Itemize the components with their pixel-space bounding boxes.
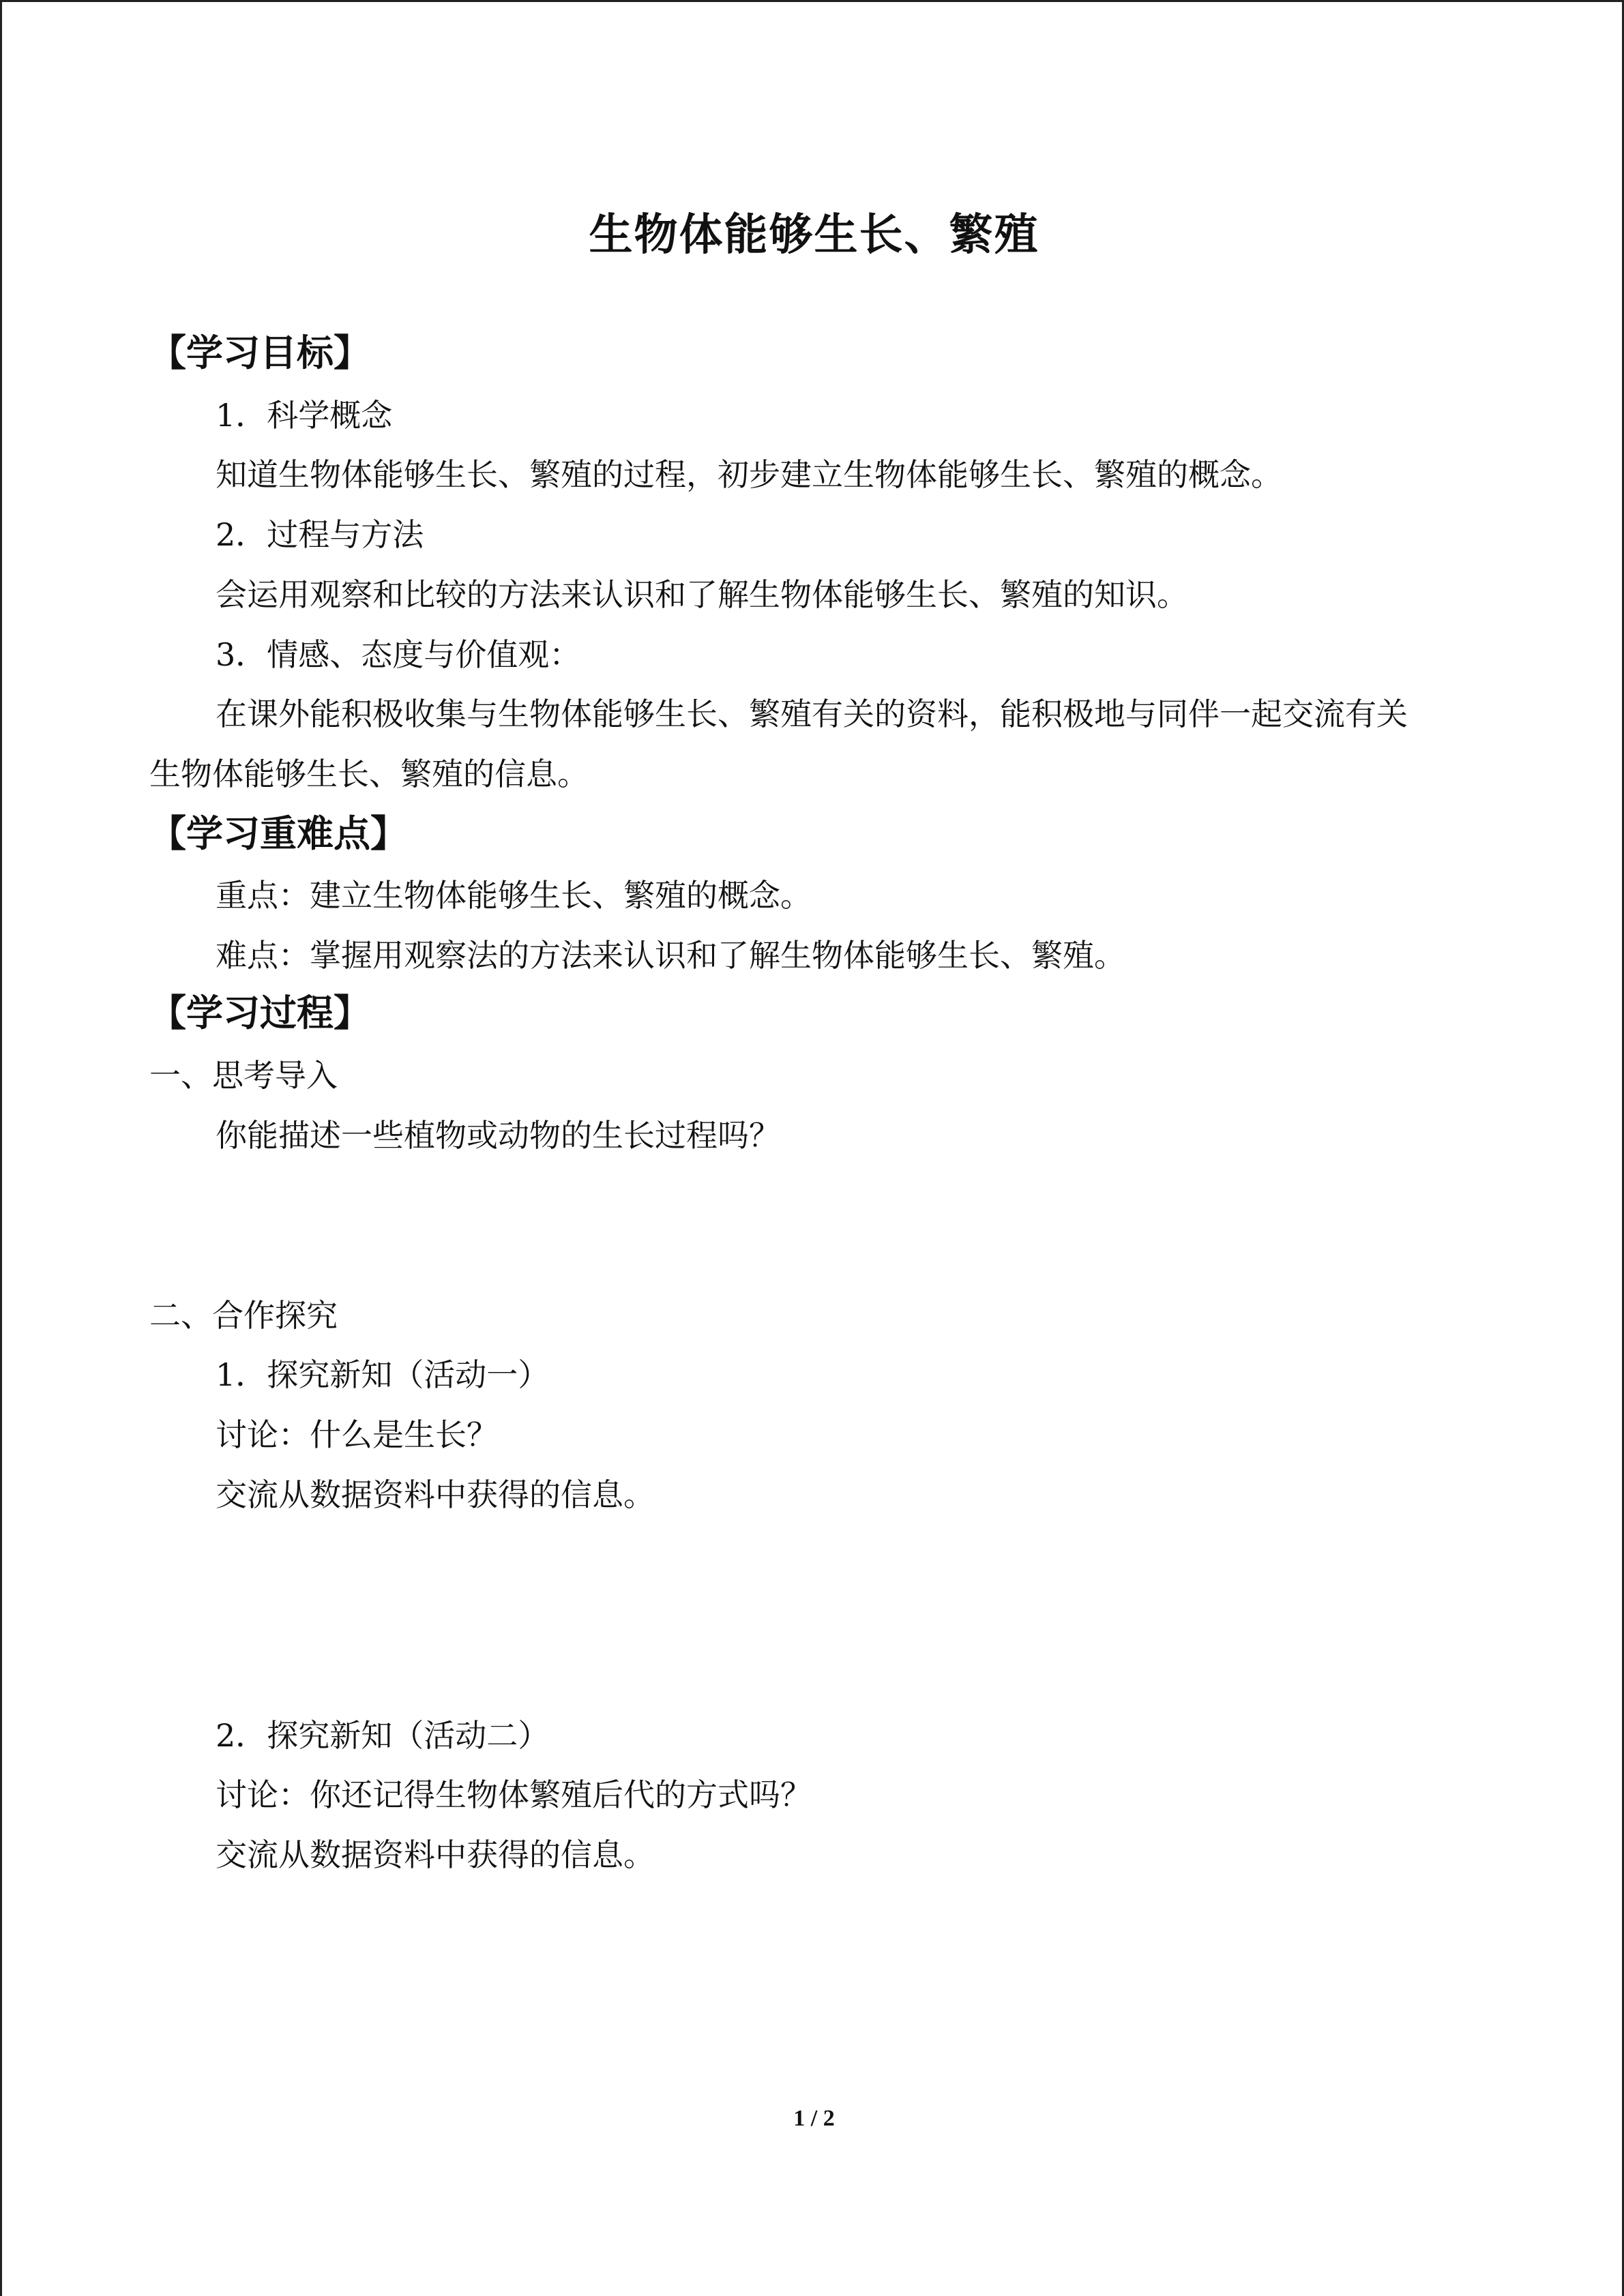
- page-number: 1 / 2: [793, 2106, 835, 2131]
- activity2-exchange: 交流从数据资料中获得的信息。: [216, 1836, 655, 1873]
- objective-3-text-line2: 生物体能够生长、繁殖的信息。: [149, 756, 589, 792]
- process-part1-heading: 一、思考导入: [149, 1057, 338, 1094]
- activity1-discussion: 讨论：什么是生长？: [216, 1416, 498, 1453]
- document-title: 生物体能够生长、繁殖: [589, 209, 1039, 260]
- activity2-discussion: 讨论：你还记得生物体繁殖后代的方式吗？: [216, 1776, 812, 1813]
- objective-1-heading: 1．科学概念: [216, 397, 393, 434]
- section-header-key-points: 【学习重难点】: [149, 811, 407, 855]
- objective-1-text: 知道生物体能够生长、繁殖的过程，初步建立生物体能够生长、繁殖的概念。: [216, 456, 1282, 493]
- process-part1-question: 你能描述一些植物或动物的生长过程吗？: [216, 1117, 780, 1154]
- objective-2-text: 会运用观察和比较的方法来认识和了解生物体能够生长、繁殖的知识。: [216, 576, 1188, 613]
- activity1-exchange: 交流从数据资料中获得的信息。: [216, 1476, 655, 1513]
- key-point-focus: 重点：建立生物体能够生长、繁殖的概念。: [216, 877, 812, 914]
- objective-2-heading: 2．过程与方法: [216, 516, 424, 553]
- section-header-objectives: 【学习目标】: [149, 331, 370, 374]
- key-point-difficulty: 难点：掌握用观察法的方法来认识和了解生物体能够生长、繁殖。: [216, 937, 1125, 974]
- activity2-heading: 2．探究新知（活动二）: [216, 1717, 550, 1754]
- objective-3-heading: 3．情感、态度与价值观：: [216, 636, 581, 673]
- section-header-process: 【学习过程】: [149, 991, 370, 1034]
- activity1-heading: 1．探究新知（活动一）: [216, 1356, 550, 1393]
- objective-3-text-line1: 在课外能积极收集与生物体能够生长、繁殖有关的资料，能积极地与同伴一起交流有关: [216, 696, 1408, 732]
- process-part2-heading: 二、合作探究: [149, 1297, 338, 1334]
